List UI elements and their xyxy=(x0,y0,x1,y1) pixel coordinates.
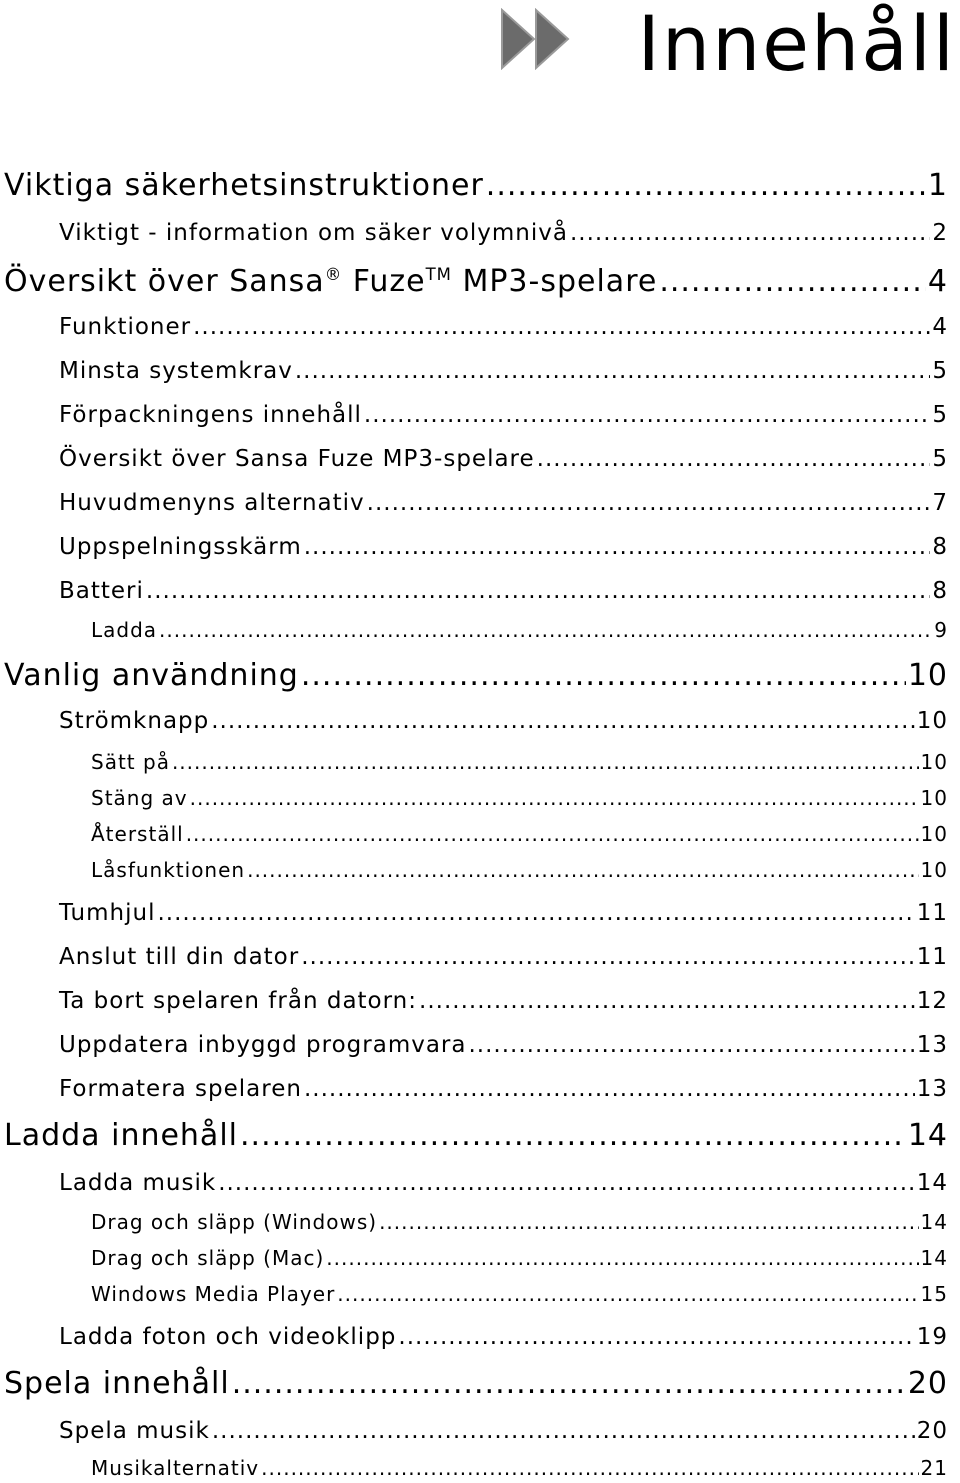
toc-entry-label: Förpackningens innehåll xyxy=(59,402,362,428)
toc-entry[interactable] xyxy=(59,402,948,428)
toc-entry-label: Ladda foton och videoklipp xyxy=(59,1324,397,1350)
toc-entry-page: 20 xyxy=(907,1366,948,1401)
toc-entry[interactable] xyxy=(59,490,948,516)
toc-entry-page: 14 xyxy=(920,1246,948,1270)
toc-leader-dots xyxy=(218,1170,915,1196)
toc-leader-dots xyxy=(159,618,932,642)
toc-entry[interactable] xyxy=(59,314,948,340)
toc-entry-label: Huvudmenyns alternativ xyxy=(59,490,365,516)
toc-entry-page: 15 xyxy=(920,1282,948,1306)
toc-leader-dots xyxy=(247,858,918,882)
toc-entry-page: 19 xyxy=(916,1324,948,1350)
toc-entry-label: Spela musik xyxy=(59,1418,210,1444)
toc-entry-page: 13 xyxy=(916,1076,948,1102)
toc-entry-label: Sätt på xyxy=(91,750,170,774)
toc-entry-page: 5 xyxy=(932,358,948,384)
toc-entry[interactable] xyxy=(91,1456,948,1480)
toc-entry-page: 7 xyxy=(932,490,948,516)
toc-entry-label-part: Fuze xyxy=(352,264,426,299)
toc-leader-dots xyxy=(157,900,914,926)
toc-entry[interactable] xyxy=(59,988,948,1014)
toc-entry[interactable] xyxy=(4,168,948,203)
toc-entry[interactable] xyxy=(91,822,948,846)
toc-leader-dots xyxy=(468,1032,914,1058)
toc-entry-label: Uppdatera inbyggd programvara xyxy=(59,1032,467,1058)
toc-entry-page: 4 xyxy=(927,264,948,299)
toc-entry[interactable] xyxy=(59,1032,948,1058)
toc-entry-page: 10 xyxy=(916,708,948,734)
toc-entry-label: Minsta systemkrav xyxy=(59,358,293,384)
toc-entry[interactable] xyxy=(91,750,948,774)
toc-entry-label: Viktiga säkerhetsinstruktioner xyxy=(4,168,484,203)
toc-entry[interactable] xyxy=(91,858,948,882)
toc-entry-label: Formatera spelaren xyxy=(59,1076,302,1102)
toc-entry-page: 20 xyxy=(916,1418,948,1444)
toc-entry[interactable] xyxy=(91,1282,948,1306)
toc-entry-label: Viktigt - information om säker volymnivå xyxy=(59,220,568,246)
toc-leader-dots xyxy=(301,658,906,693)
toc-leader-dots xyxy=(337,1282,918,1306)
toc-entry[interactable] xyxy=(91,1246,948,1270)
toc-entry-label: Drag och släpp (Mac) xyxy=(91,1246,325,1270)
toc-entry-page: 14 xyxy=(920,1210,948,1234)
toc-entry-label: Batteri xyxy=(59,578,144,604)
toc-leader-dots xyxy=(398,1324,914,1350)
toc-entry[interactable] xyxy=(59,220,948,246)
toc-entry-label: Låsfunktionen xyxy=(91,858,246,882)
toc-entry[interactable] xyxy=(91,618,948,642)
toc-entry-label: Ladda xyxy=(91,618,158,642)
toc-entry-label: Stäng av xyxy=(91,786,188,810)
toc-leader-dots xyxy=(364,402,930,428)
toc-entry-page: 14 xyxy=(916,1170,948,1196)
toc-entry[interactable] xyxy=(59,900,948,926)
toc-entry-label-part: Översikt över Sansa xyxy=(4,264,325,299)
toc-entry-label: Översikt över Sansa Fuze MP3-spelare xyxy=(59,446,535,472)
toc-entry-page: 21 xyxy=(920,1456,948,1480)
toc-entry-page: 8 xyxy=(932,534,948,560)
toc-entry-label: Ta bort spelaren från datorn: xyxy=(59,988,418,1014)
toc-leader-dots xyxy=(211,708,914,734)
toc-entry[interactable] xyxy=(59,1418,948,1444)
toc-leader-dots xyxy=(419,988,915,1014)
toc-entry-label: Musikalternativ xyxy=(91,1456,260,1480)
toc-leader-dots xyxy=(172,750,919,774)
toc-leader-dots xyxy=(304,1076,915,1102)
toc-leader-dots xyxy=(301,944,915,970)
toc-leader-dots xyxy=(486,168,926,203)
toc-leader-dots xyxy=(379,1210,918,1234)
toc-entry-page: 11 xyxy=(916,900,948,926)
toc-entry-page: 10 xyxy=(920,750,948,774)
toc-entry[interactable] xyxy=(59,1170,948,1196)
toc-leader-dots xyxy=(304,534,931,560)
toc-leader-dots xyxy=(326,1246,918,1270)
toc-leader-dots xyxy=(232,1366,906,1401)
toc-entry[interactable] xyxy=(59,1324,948,1350)
toc-entry-page: 10 xyxy=(920,786,948,810)
toc-entry-label: Spela innehåll xyxy=(4,1366,230,1401)
toc-entry-page: 14 xyxy=(907,1118,948,1153)
toc-entry-page: 5 xyxy=(932,446,948,472)
toc-entry[interactable] xyxy=(59,446,948,472)
toc-entry-label: Ladda musik xyxy=(59,1170,217,1196)
toc-leader-dots xyxy=(570,220,930,246)
toc-leader-dots xyxy=(186,822,919,846)
toc-entry[interactable] xyxy=(59,944,948,970)
toc-entry-page: 12 xyxy=(916,988,948,1014)
toc-entry[interactable] xyxy=(59,708,948,734)
toc-entry-label: Strömknapp xyxy=(59,708,210,734)
toc-leader-dots xyxy=(190,786,919,810)
toc-leader-dots xyxy=(193,314,930,340)
toc-entry-label xyxy=(4,264,657,299)
toc-leader-dots xyxy=(146,578,930,604)
toc-leader-dots xyxy=(295,358,931,384)
toc-entry[interactable] xyxy=(4,1118,948,1153)
trademark-mark: TM xyxy=(425,265,452,284)
toc-entry[interactable] xyxy=(4,264,948,299)
toc-entry-page: 13 xyxy=(916,1032,948,1058)
toc-entry[interactable] xyxy=(91,1210,948,1234)
toc-entry[interactable] xyxy=(59,578,948,604)
toc-entry-page: 10 xyxy=(920,822,948,846)
toc-entry-page: 2 xyxy=(932,220,948,246)
registered-mark: ® xyxy=(324,265,343,284)
toc-entry-page: 11 xyxy=(916,944,948,970)
toc-entry[interactable] xyxy=(59,1076,948,1102)
toc-leader-dots xyxy=(212,1418,915,1444)
toc-entry-page: 10 xyxy=(920,858,948,882)
toc-leader-dots xyxy=(240,1118,906,1153)
toc-entry-page: 9 xyxy=(934,618,948,642)
toc-entry-page: 4 xyxy=(932,314,948,340)
toc-entry-label: Windows Media Player xyxy=(91,1282,336,1306)
toc-entry-label: Anslut till din dator xyxy=(59,944,300,970)
toc-entry-label: Ladda innehåll xyxy=(4,1118,238,1153)
toc-entry[interactable] xyxy=(91,786,948,810)
toc-entry-label: Tumhjul xyxy=(59,900,156,926)
toc-entry[interactable] xyxy=(59,534,948,560)
toc-entry-label: Funktioner xyxy=(59,314,192,340)
toc-entry-page: 8 xyxy=(932,578,948,604)
toc-entry-label: Uppspelningsskärm xyxy=(59,534,302,560)
toc-entry[interactable] xyxy=(4,1366,948,1401)
toc-leader-dots xyxy=(659,264,926,299)
toc-entry[interactable] xyxy=(4,658,948,693)
toc-leader-dots xyxy=(261,1456,918,1480)
toc-leader-dots xyxy=(367,490,931,516)
toc-entry-label: Vanlig användning xyxy=(4,658,299,693)
toc-entry-label-part: MP3-spelare xyxy=(462,264,658,299)
toc-entry-page: 10 xyxy=(907,658,948,693)
toc-leader-dots xyxy=(537,446,931,472)
toc-entry-label: Återställ xyxy=(91,822,184,846)
toc-entry-page: 1 xyxy=(927,168,948,203)
page-title: Innehåll xyxy=(637,0,956,88)
toc-entry[interactable] xyxy=(59,358,948,384)
toc-entry-page: 5 xyxy=(932,402,948,428)
toc-entry-label: Drag och släpp (Windows) xyxy=(91,1210,378,1234)
